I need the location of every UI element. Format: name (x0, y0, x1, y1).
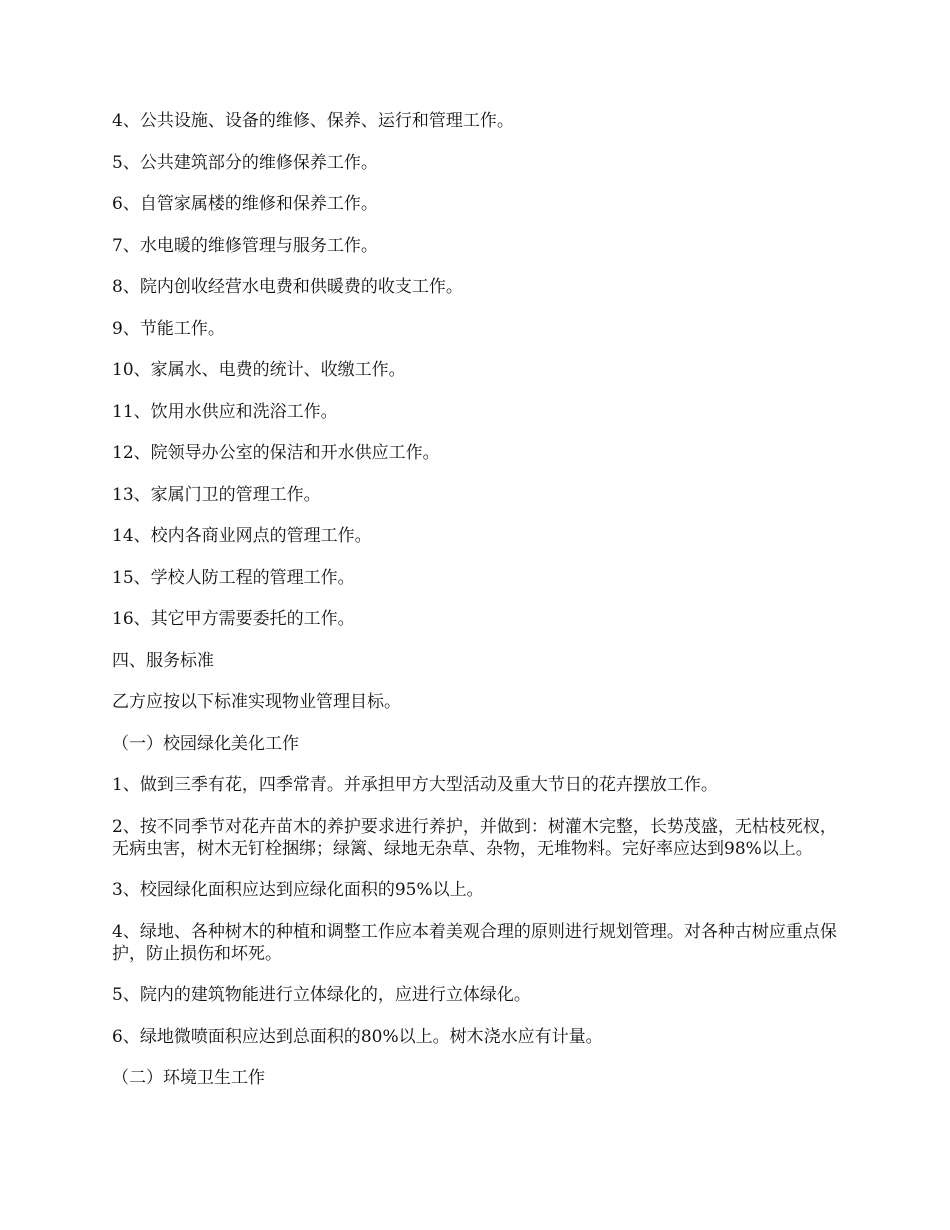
greening-item-4: 4、绿地、各种树木的种植和调整工作应本着美观合理的原则进行规划管理。对各种古树应重点保护，防止损伤和坏死。 (112, 921, 837, 964)
paragraph-item-7: 7、水电暖的维修管理与服务工作。 (112, 235, 378, 256)
paragraph-item-13: 13、家属门卫的管理工作。 (112, 484, 321, 505)
paragraph-item-16: 16、其它甲方需要委托的工作。 (112, 609, 355, 629)
greening-item-1: 1、做到三季有花，四季常青。并承担甲方大型活动及重大节日的花卉摆放工作。 (112, 775, 718, 795)
paragraph-item-15: 15、学校人防工程的管理工作。 (112, 567, 355, 588)
paragraph-item-9: 9、节能工作。 (112, 318, 225, 339)
subsection-heading-greening: （一）校园绿化美化工作 (112, 733, 299, 754)
section-intro-text: 乙方应按以下标准实现物业管理目标。 (112, 692, 401, 712)
paragraph-item-4: 4、公共设施、设备的维修、保养、运行和管理工作。 (112, 111, 514, 131)
document-page (112, 110, 842, 1109)
paragraph-item-5: 5、公共建筑部分的维修保养工作。 (112, 152, 378, 173)
paragraph-item-12: 12、院领导办公室的保洁和开水供应工作。 (112, 443, 440, 463)
paragraph-item-14: 14、校内各商业网点的管理工作。 (112, 526, 372, 546)
section-heading-service-standards: 四、服务标准 (112, 650, 214, 671)
greening-item-6: 6、绿地微喷面积应达到总面积的80%以上。树木浇水应有计量。 (112, 1026, 603, 1047)
greening-item-5: 5、院内的建筑物能进行立体绿化的，应进行立体绿化。 (112, 985, 531, 1005)
greening-item-2: 2、按不同季节对花卉苗木的养护要求进行养护，并做到：树灌木完整，长势茂盛，无枯枝死杈，无病虫害，树木无钉栓捆绑；绿篱、绿地无杂草、杂物，无堆物料。完好率应达到98%以上。 (112, 816, 837, 859)
paragraph-item-6: 6、自管家属楼的维修和保养工作。 (112, 194, 378, 214)
subsection-heading-sanitation: （二）环境卫生工作 (112, 1068, 265, 1088)
paragraph-item-11: 11、饮用水供应和洗浴工作。 (112, 401, 338, 422)
greening-item-3: 3、校园绿化面积应达到应绿化面积的95%以上。 (112, 880, 484, 900)
paragraph-item-8: 8、院内创收经营水电费和供暖费的收支工作。 (112, 277, 463, 297)
paragraph-item-10: 10、家属水、电费的统计、收缴工作。 (112, 360, 406, 380)
